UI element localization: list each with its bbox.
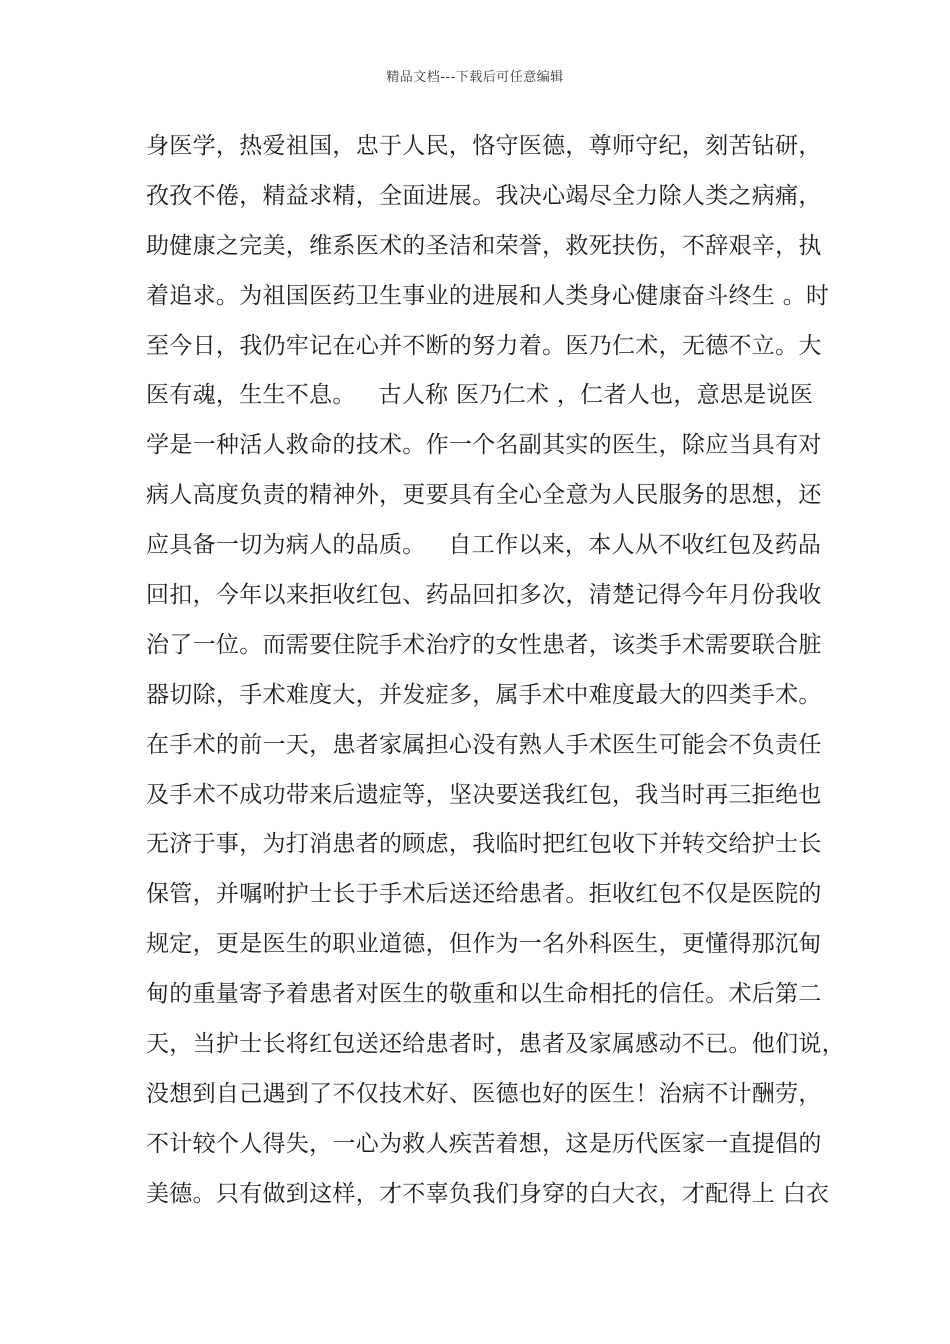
text-line: 至今日，我仍牢记在心并不断的努力着。医乃仁术，无德不立。大: [146, 332, 822, 359]
text-line: 身医学，热爱祖国，忠于人民，恪守医德，尊师守纪，刻苦钻研，: [146, 133, 822, 159]
text-line: 助健康之完美，维系医术的圣洁和荣誉，救死扶伤，不辞艰辛，执: [146, 232, 822, 259]
text-line: 没想到自己遇到了不仅技术好、医德也好的医生！治病不计酬劳，: [146, 1080, 822, 1107]
text-line: 孜孜不倦，精益求精，全面进展。我决心竭尽全力除人类之病痛，: [146, 182, 822, 209]
text-line: 不计较个人得失，一心为救人疾苦着想，这是历代医家一直提倡的: [146, 1130, 822, 1157]
text-line: 治了一位。而需要住院手术治疗的女性患者，该类手术需要联合脏: [146, 631, 822, 658]
text-line: 规定，更是医生的职业道德，但作为一名外科医生，更懂得那沉甸: [146, 931, 822, 958]
page-header: 精品文档---下载后可任意编辑: [386, 70, 564, 85]
text-line: 着追求。为祖国医药卫生事业的进展和人类身心健康奋斗终生 。时: [146, 282, 830, 309]
text-line: 保管，并嘱咐护士长于手术后送还给患者。拒收红包不仅是医院的: [146, 881, 822, 908]
text-line: 及手术不成功带来后遗症等，坚决要送我红包，我当时再三拒绝也: [146, 781, 822, 808]
text-line: 美德。只有做到这样，才不辜负我们身穿的白大衣，才配得上 白衣: [146, 1180, 830, 1207]
text-line: 天，当护士长将红包送还给患者时，患者及家属感动不已。他们说，: [146, 1031, 845, 1058]
text-line: 学是一种活人救命的技术。作一个名副其实的医生，除应当具有对: [146, 432, 822, 459]
text-line: 无济于事，为打消患者的顾虑，我临时把红包收下并转交给护士长: [146, 831, 822, 858]
text-line: 甸的重量寄予着患者对医生的敬重和以生命相托的信任。术后第二: [146, 981, 822, 1008]
document-body: [146, 126, 845, 1224]
text-line: 医有魂，生生不息。 古人称 医乃仁术 ，仁者人也，意思是说医: [146, 382, 814, 409]
text-line: 在手术的前一天，患者家属担心没有熟人手术医生可能会不负责任: [146, 731, 822, 758]
text-line: 器切除，手术难度大，并发症多，属手术中难度最大的四类手术。: [146, 681, 822, 708]
text-line: 应具备一切为病人的品质。 自工作以来，本人从不收红包及药品: [146, 532, 822, 559]
text-line: 回扣，今年以来拒收红包、药品回扣多次，清楚记得今年月份我收: [146, 582, 822, 609]
text-line: 病人高度负责的精神外，更要具有全心全意为人民服务的思想，还: [146, 482, 822, 509]
